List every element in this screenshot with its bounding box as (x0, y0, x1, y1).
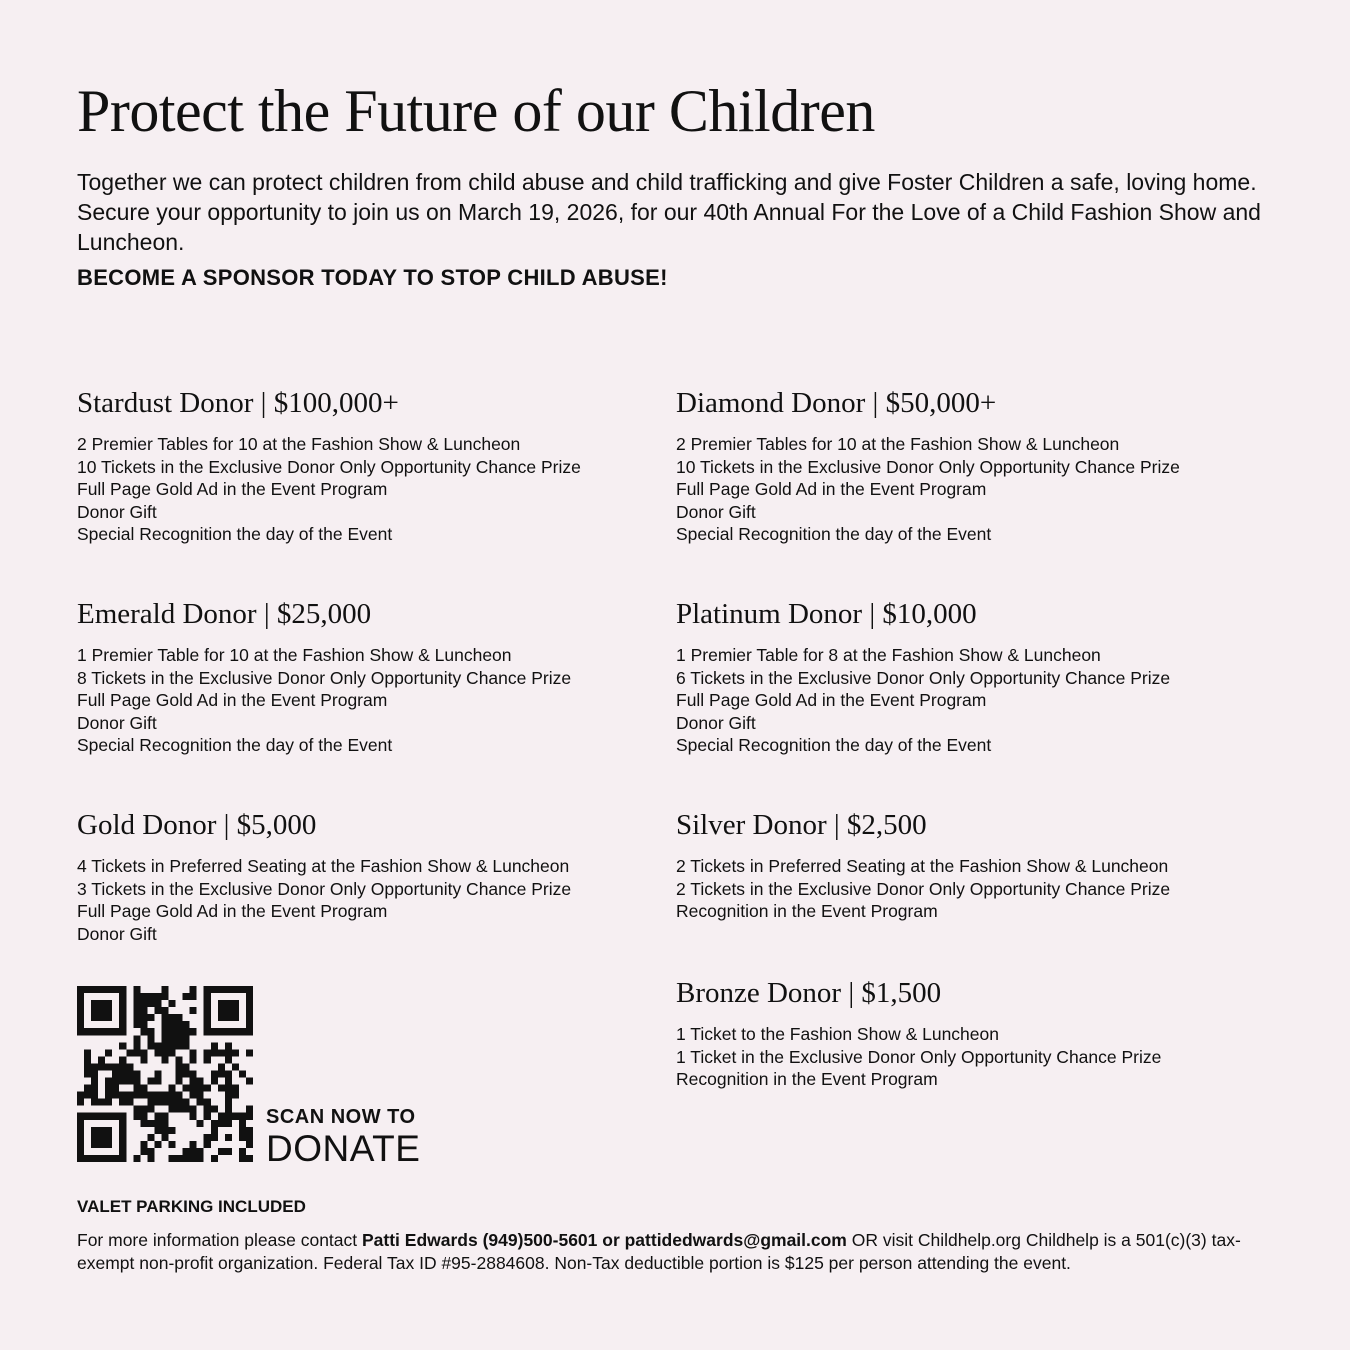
donate-qr-code[interactable] (77, 986, 253, 1162)
benefit-item: 2 Tickets in the Exclusive Donor Only Opportunity Chance Prize (676, 878, 1171, 899)
valet-notice: VALET PARKING INCLUDED (77, 1197, 306, 1216)
tier-stardust (77, 386, 657, 546)
tier-benefits (676, 1023, 1256, 1091)
tier-heading: Emerald Donor | $25,000 (77, 598, 372, 630)
tier-platinum (676, 597, 1256, 757)
benefit-item: Donor Gift (676, 712, 756, 733)
intro-paragraph: Together we can protect children from child abuse and child trafficking and give Foster Children a safe, loving home. Secure your opportunity to join us on March 19, 2026, for our 40th Annual For the Love of a Child Fashion Show and Luncheon. (77, 169, 1261, 255)
benefit-item: Full Page Gold Ad in the Event Program (676, 479, 987, 499)
benefit-item: Recognition in the Event Program (676, 1069, 938, 1089)
tier-emerald (77, 597, 657, 757)
tier-benefits (77, 644, 657, 757)
benefit-item: Donor Gift (77, 712, 157, 733)
benefit-item: Special Recognition the day of the Event (77, 524, 393, 544)
footer-suffix: OR visit Childhelp.org Childhelp is a 501(c)(3) tax-exempt non-profit organization. Federal Tax ID #95-2884608. Non-Tax deductible portion is $125 per person attending the event. (77, 1230, 1241, 1273)
benefit-item: Donor Gift (77, 501, 157, 522)
benefit-item: Full Page Gold Ad in the Event Program (676, 690, 987, 710)
benefit-item: 2 Premier Tables for 10 at the Fashion Show & Luncheon (77, 434, 521, 454)
benefit-item: 1 Premier Table for 10 at the Fashion Show & Luncheon (77, 645, 512, 665)
qr-code-icon (77, 986, 253, 1162)
benefit-item: 1 Ticket in the Exclusive Donor Only Opportunity Chance Prize (676, 1046, 1162, 1067)
footer-info (77, 1229, 1287, 1275)
tier-benefits (676, 644, 1256, 757)
tier-heading: Platinum Donor | $10,000 (676, 598, 977, 630)
tier-diamond (676, 386, 1256, 546)
scan-label: SCAN NOW TO (266, 1106, 416, 1128)
benefit-item: 1 Premier Table for 8 at the Fashion Show & Luncheon (676, 645, 1101, 665)
benefit-item: 6 Tickets in the Exclusive Donor Only Opportunity Chance Prize (676, 667, 1171, 688)
benefit-item: 10 Tickets in the Exclusive Donor Only Opportunity Chance Prize (676, 456, 1180, 477)
benefit-item: Full Page Gold Ad in the Event Program (77, 479, 388, 499)
benefit-item: Recognition in the Event Program (676, 901, 938, 921)
benefit-item: Full Page Gold Ad in the Event Program (77, 901, 388, 921)
donate-label[interactable]: DONATE (266, 1128, 421, 1169)
tier-gold (77, 808, 657, 945)
benefit-item: Special Recognition the day of the Event (676, 524, 992, 544)
tier-heading: Diamond Donor | $50,000+ (676, 387, 997, 419)
benefit-item: Special Recognition the day of the Event (77, 735, 393, 755)
tier-heading: Stardust Donor | $100,000+ (77, 387, 399, 419)
tier-heading: Silver Donor | $2,500 (676, 809, 927, 841)
benefit-item: Special Recognition the day of the Event (676, 735, 992, 755)
benefit-item: 10 Tickets in the Exclusive Donor Only Opportunity Chance Prize (77, 456, 581, 477)
tier-silver (676, 808, 1256, 923)
benefit-item: Donor Gift (676, 501, 756, 522)
tier-benefits (676, 855, 1256, 923)
sponsor-call-to-action: BECOME A SPONSOR TODAY TO STOP CHILD ABUSE! (77, 265, 668, 290)
benefit-item: 8 Tickets in the Exclusive Donor Only Opportunity Chance Prize (77, 667, 572, 688)
benefit-item: 1 Ticket to the Fashion Show & Luncheon (676, 1024, 999, 1044)
tier-heading: Bronze Donor | $1,500 (676, 977, 942, 1009)
tier-benefits (676, 433, 1256, 546)
footer-prefix: For more information please contact (77, 1230, 362, 1250)
benefit-item: 4 Tickets in Preferred Seating at the Fashion Show & Luncheon (77, 856, 570, 876)
tier-benefits (77, 433, 657, 546)
page-title: Protect the Future of our Children (77, 78, 875, 144)
tier-bronze (676, 976, 1256, 1091)
contact-info: Patti Edwards (949)500-5601 or pattidedwards@gmail.com (362, 1230, 847, 1250)
benefit-item: 2 Premier Tables for 10 at the Fashion Show & Luncheon (676, 434, 1120, 454)
benefit-item: 3 Tickets in the Exclusive Donor Only Opportunity Chance Prize (77, 878, 572, 899)
tier-heading: Gold Donor | $5,000 (77, 809, 317, 841)
tier-benefits (77, 855, 657, 945)
benefit-item: Donor Gift (77, 923, 157, 944)
benefit-item: Full Page Gold Ad in the Event Program (77, 690, 388, 710)
benefit-item: 2 Tickets in Preferred Seating at the Fashion Show & Luncheon (676, 856, 1169, 876)
